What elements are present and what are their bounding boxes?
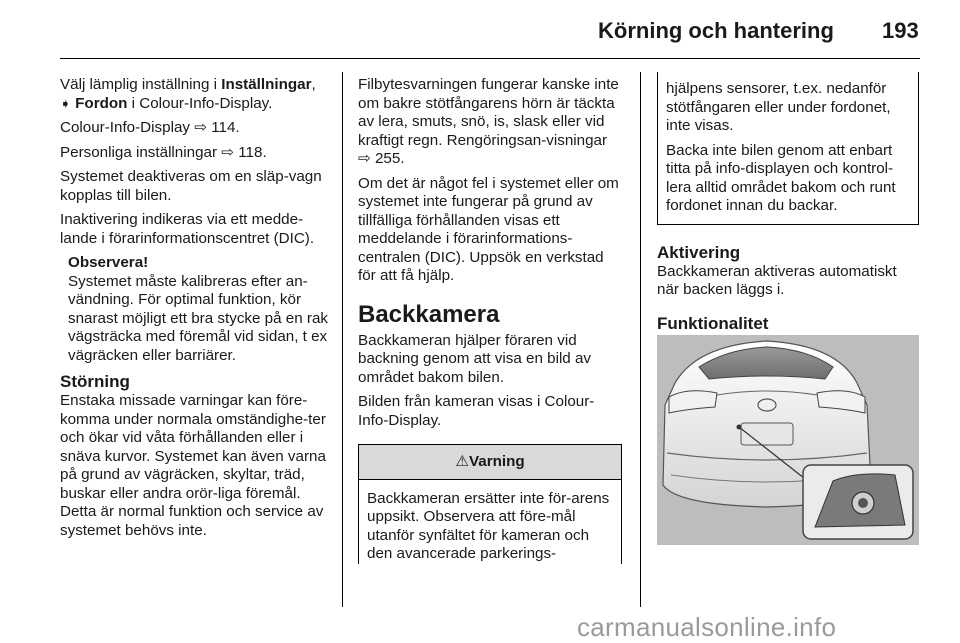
warning-continued-p2: Backa inte bilen genom att enbart titta på info-displayen och kontrol-lera alltid området bakom och runt fordonet innan du backar. [666, 141, 896, 214]
column-left [60, 76, 332, 546]
menu-arrow-icon: ➧ [60, 95, 71, 111]
backkamera-display: Bilden från kameran visas i Colour-Info-Display. [358, 393, 595, 429]
column-middle [358, 76, 622, 564]
lane-change-paragraph: Filbytesvarningen fungerar kanske inte om bakre stötfångarens hörn är täckta av lera, smuts, snö, is, slask eller vid kraftigt regn. Rengöringsan-visningar ⇨ 255. [358, 76, 619, 167]
page-number: 193 [882, 18, 919, 43]
settings-paragraph: Välj lämplig inställning i Inställningar, ➧ Fordon i Colour-Info-Display. [60, 76, 316, 112]
aktivering-paragraph: Backkameran aktiveras automatiskt när backen läggs i. [657, 262, 897, 298]
page-ref-icon: ⇨ [221, 143, 234, 161]
car-rear-drawing [657, 335, 919, 545]
cross-reference: Colour-Info-Display ⇨ 114. [60, 119, 240, 136]
note-title: Observera! [68, 254, 149, 271]
section-heading-backkamera: Backkamera [358, 300, 500, 328]
warning-body: Backkameran ersätter inte för-arens uppsikt. Observera att före-mål utanför synfältet för kameran och den avancerade parkerings- [367, 489, 610, 562]
page-ref-icon: ⇨ [194, 119, 207, 136]
warning-box-continued [657, 72, 919, 225]
column-right [657, 76, 919, 334]
rear-camera-illustration [657, 335, 919, 545]
page-header-title: Körning och hantering [598, 18, 834, 43]
storning-paragraph: Enstaka missade varningar kan före-komma under normala omständighe-ter och ökar vid våta förhållanden eller i snäva kurvor. Systemet kan även varna på grund av vägräcken, skyltar, träd, buskar eller andra orör-liga föremål. Detta är normal funktion och service av systemet behövs inte. [60, 392, 326, 539]
column-divider-2 [640, 72, 641, 607]
section-heading-funktionalitet: Funktionalitet [657, 313, 769, 333]
warning-continued-p1: hjälpens sensorer, t.ex. nedanför stötfångaren eller under fordonet, inte visas. [666, 80, 891, 134]
header-divider [60, 58, 920, 59]
watermark: carmanualsonline.info [577, 612, 837, 642]
menu-vehicle-label: Fordon [75, 94, 128, 112]
fault-paragraph: Om det är något fel i systemet eller om systemet inte fungerar på grund av tillfälliga förhållanden visas ett meddelande i förarinformations-centralen (DIC). Uppsök en verkstad för att få hjälp. [358, 174, 619, 284]
note-body: Systemet måste kalibreras efter an-vändning. För optimal funktion, kör snarast möjligt ett bra stycke på en rak vägsträcka med föremål vid sidan, t ex vägräcken eller barriärer. [68, 272, 328, 364]
backkamera-intro: Backkameran hjälper föraren vid backning genom att visa en bild av området bakom bilen. [358, 331, 592, 386]
warning-box [358, 444, 622, 564]
section-heading-aktivering: Aktivering [657, 242, 741, 262]
column-divider-1 [342, 72, 343, 607]
page-ref-icon: ⇨ [358, 150, 371, 167]
inactivation-paragraph: Inaktivering indikeras via ett medde-lande i förarinformationscentret (DIC). [60, 211, 315, 247]
warning-header: ⚠Varning [359, 445, 621, 480]
cross-reference: Personliga inställningar ⇨ 118. [60, 143, 267, 161]
section-heading-storning: Störning [60, 372, 130, 391]
warning-triangle-icon: ⚠ [455, 453, 469, 470]
menu-settings-label: Inställningar [221, 76, 312, 93]
deactivation-paragraph: Systemet deaktiveras om en släp-vagn kopplas till bilen. [60, 168, 322, 204]
